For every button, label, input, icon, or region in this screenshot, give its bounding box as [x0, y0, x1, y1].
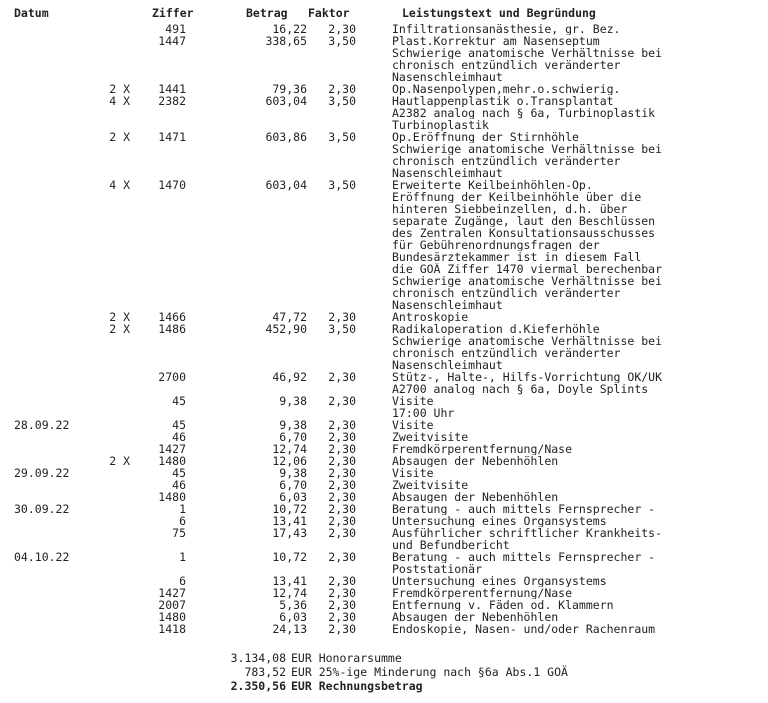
row-multiplier: 2 X: [109, 322, 130, 336]
row-code: 2382: [158, 94, 186, 108]
row-multiplier: 4 X: [109, 178, 130, 192]
table-row: [0, 467, 768, 479]
table-row: [0, 131, 768, 143]
row-text: des Zentralen Konsultationsausschusses: [392, 227, 656, 239]
row-code: 1486: [158, 322, 186, 336]
table-row: [0, 419, 768, 431]
row-text: Op.Eröffnung der Stirnhöhle: [392, 131, 579, 143]
row-amount: 13,41: [272, 514, 307, 528]
row-text: hinteren Siebbeinzellen, d.h. über: [392, 203, 628, 215]
table-row: [0, 515, 768, 527]
table-row: [0, 95, 768, 107]
row-text: Antroskopie: [392, 311, 469, 323]
row-code: 491: [165, 22, 186, 36]
row-amount: 338,65: [265, 34, 307, 48]
row-amount: 452,90: [265, 322, 307, 336]
table-row: [0, 35, 768, 47]
row-text: Nasenschleimhaut: [392, 167, 503, 179]
row-amount: 47,72: [272, 310, 307, 324]
row-text: Zweitvisite: [392, 479, 469, 491]
row-factor: 2,30: [328, 466, 356, 480]
table-row: [0, 203, 768, 215]
table-row: [0, 275, 768, 287]
row-factor: 3,50: [328, 34, 356, 48]
row-code: 6: [179, 514, 186, 528]
row-factor: 2,30: [328, 394, 356, 408]
table-row: [0, 287, 768, 299]
table-row: [0, 599, 768, 611]
row-code: 1: [179, 550, 186, 564]
row-date: 30.09.22: [14, 502, 70, 516]
row-text: 17:00 Uhr: [392, 407, 455, 419]
row-factor: 2,30: [328, 490, 356, 504]
row-amount: 46,92: [272, 370, 307, 384]
table-row: [0, 359, 768, 371]
row-text: Bundesärztekammer ist in diesem Fall: [392, 251, 642, 263]
row-factor: 2,30: [328, 526, 356, 540]
row-text: chronisch entzündlich veränderter: [392, 347, 621, 359]
row-code: 1447: [158, 34, 186, 48]
row-text: A2382 analog nach § 6a, Turbinoplastik: [392, 107, 656, 119]
row-text: und Befundbericht: [392, 539, 510, 551]
row-amount: 12,74: [272, 442, 307, 456]
header-text: Leistungstext und Begründung: [402, 6, 596, 20]
row-factor: 2,30: [328, 598, 356, 612]
summary-label: EUR Honorarsumme: [291, 651, 402, 665]
row-code: 2007: [158, 598, 186, 612]
table-row: [0, 479, 768, 491]
row-code: 1427: [158, 442, 186, 456]
table-row: [0, 455, 768, 467]
table-row: [0, 623, 768, 635]
row-text: separate Zugänge, laut den Beschlüssen: [392, 215, 656, 227]
summary-amount: 3.134,08: [230, 651, 286, 665]
row-factor: 3,50: [328, 322, 356, 336]
table-row: [0, 431, 768, 443]
table-row: [0, 527, 768, 539]
row-code: 1480: [158, 454, 186, 468]
header-date: Datum: [14, 6, 49, 20]
row-code: 2700: [158, 370, 186, 384]
row-text: Absaugen der Nebenhöhlen: [392, 455, 559, 467]
row-text: chronisch entzündlich veränderter: [392, 155, 621, 167]
row-text: Visite: [392, 467, 434, 479]
row-text: Nasenschleimhaut: [392, 71, 503, 83]
row-factor: 2,30: [328, 418, 356, 432]
row-text: die GOÄ Ziffer 1470 viermal berechenbar: [392, 263, 663, 275]
table-row: [0, 587, 768, 599]
row-code: 1480: [158, 490, 186, 504]
row-text: Untersuchung eines Organsystems: [392, 515, 607, 527]
row-text: Turbinoplastik: [392, 119, 489, 131]
row-text: chronisch entzündlich veränderter: [392, 59, 621, 71]
row-amount: 79,36: [272, 82, 307, 96]
table-row: [0, 179, 768, 191]
table-row: [0, 551, 768, 563]
table-row: [0, 263, 768, 275]
row-code: 75: [172, 526, 186, 540]
row-code: 45: [172, 418, 186, 432]
row-code: 1: [179, 502, 186, 516]
row-amount: 5,36: [279, 598, 307, 612]
row-amount: 6,03: [279, 610, 307, 624]
table-row: [0, 143, 768, 155]
row-text: Stütz-, Halte-, Hilfs-Vorrichtung OK/UK: [392, 371, 663, 383]
row-text: Visite: [392, 419, 434, 431]
table-row: [0, 215, 768, 227]
table-row: [0, 347, 768, 359]
row-factor: 3,50: [328, 178, 356, 192]
table-row: [0, 611, 768, 623]
row-text: Infiltrationsanästhesie, gr. Bez.: [392, 23, 621, 35]
table-row: [0, 251, 768, 263]
row-text: Absaugen der Nebenhöhlen: [392, 611, 559, 623]
row-factor: 2,30: [328, 478, 356, 492]
row-amount: 603,04: [265, 178, 307, 192]
table-row: [0, 407, 768, 419]
table-row: [0, 575, 768, 587]
table-row: [0, 323, 768, 335]
table-row: [0, 563, 768, 575]
table-row: [0, 191, 768, 203]
row-code: 46: [172, 430, 186, 444]
row-text: Fremdkörperentfernung/Nase: [392, 443, 573, 455]
row-text: Schwierige anatomische Verhältnisse bei: [392, 143, 663, 155]
table-row: [0, 23, 768, 35]
row-factor: 2,30: [328, 574, 356, 588]
row-code: 1427: [158, 586, 186, 600]
row-text: Endoskopie, Nasen- und/oder Rachenraum: [392, 623, 656, 635]
row-text: Op.Nasenpolypen,mehr.o.schwierig.: [392, 83, 621, 95]
table-row: [0, 371, 768, 383]
row-text: Hautlappenplastik o.Transplantat: [392, 95, 614, 107]
row-text: für Gebührenordnungsfragen der: [392, 239, 600, 251]
table-row: [0, 539, 768, 551]
row-amount: 9,38: [279, 394, 307, 408]
row-code: 1441: [158, 82, 186, 96]
table-row: [0, 491, 768, 503]
row-text: Beratung - auch mittels Fernsprecher -: [392, 503, 656, 515]
row-amount: 603,04: [265, 94, 307, 108]
row-text: Schwierige anatomische Verhältnisse bei: [392, 47, 663, 59]
row-text: chronisch entzündlich veränderter: [392, 287, 621, 299]
row-text: Nasenschleimhaut: [392, 359, 503, 371]
row-amount: 24,13: [272, 622, 307, 636]
row-code: 1470: [158, 178, 186, 192]
row-text: Visite: [392, 395, 434, 407]
header-code: Ziffer: [152, 6, 194, 20]
summary-row: [0, 679, 768, 693]
row-factor: 2,30: [328, 586, 356, 600]
row-amount: 603,86: [265, 130, 307, 144]
row-factor: 2,30: [328, 370, 356, 384]
row-code: 1471: [158, 130, 186, 144]
row-text: Plast.Korrektur am Nasenseptum: [392, 35, 600, 47]
row-code: 46: [172, 478, 186, 492]
summary-label: EUR 25%-ige Minderung nach §6a Abs.1 GOÄ: [291, 665, 568, 679]
table-row: [0, 383, 768, 395]
table-row: [0, 239, 768, 251]
row-factor: 2,30: [328, 622, 356, 636]
row-factor: 2,30: [328, 442, 356, 456]
table-row: [0, 335, 768, 347]
header-amount: Betrag: [246, 6, 288, 20]
summary-amount: 2.350,56: [230, 679, 286, 693]
summary-label: EUR Rechnungsbetrag: [291, 679, 423, 693]
table-row: [0, 47, 768, 59]
row-code: 1418: [158, 622, 186, 636]
summary-row: [0, 665, 768, 679]
row-factor: 2,30: [328, 550, 356, 564]
row-multiplier: 4 X: [109, 94, 130, 108]
row-factor: 2,30: [328, 610, 356, 624]
row-amount: 13,41: [272, 574, 307, 588]
row-amount: 12,06: [272, 454, 307, 468]
row-text: Fremdkörperentfernung/Nase: [392, 587, 573, 599]
table-header: [0, 6, 768, 20]
row-text: Beratung - auch mittels Fernsprecher -: [392, 551, 656, 563]
row-amount: 12,74: [272, 586, 307, 600]
row-text: Schwierige anatomische Verhältnisse bei: [392, 335, 663, 347]
row-factor: 2,30: [328, 430, 356, 444]
row-date: 29.09.22: [14, 466, 70, 480]
row-factor: 2,30: [328, 310, 356, 324]
row-text: Schwierige anatomische Verhältnisse bei: [392, 275, 663, 287]
row-text: Untersuchung eines Organsystems: [392, 575, 607, 587]
table-row: [0, 227, 768, 239]
row-factor: 3,50: [328, 130, 356, 144]
row-factor: 3,50: [328, 94, 356, 108]
table-row: [0, 503, 768, 515]
row-code: 45: [172, 466, 186, 480]
row-code: 1466: [158, 310, 186, 324]
row-factor: 2,30: [328, 454, 356, 468]
header-factor: Faktor: [308, 6, 350, 20]
row-factor: 2,30: [328, 82, 356, 96]
row-text: Radikaloperation d.Kieferhöhle: [392, 323, 600, 335]
row-amount: 10,72: [272, 550, 307, 564]
row-code: 6: [179, 574, 186, 588]
row-text: Poststationär: [392, 563, 483, 575]
row-multiplier: 2 X: [109, 454, 130, 468]
summary-amount: 783,52: [244, 665, 286, 679]
row-text: Nasenschleimhaut: [392, 299, 503, 311]
row-factor: 2,30: [328, 514, 356, 528]
row-date: 04.10.22: [14, 550, 70, 564]
row-amount: 6,70: [279, 430, 307, 444]
table-row: [0, 155, 768, 167]
table-row: [0, 395, 768, 407]
row-amount: 9,38: [279, 418, 307, 432]
row-text: Erweiterte Keilbeinhöhlen-Op.: [392, 179, 593, 191]
row-amount: 6,03: [279, 490, 307, 504]
row-amount: 6,70: [279, 478, 307, 492]
row-code: 1480: [158, 610, 186, 624]
row-code: 45: [172, 394, 186, 408]
row-text: Ausführlicher schriftlicher Krankheits-: [392, 527, 663, 539]
row-amount: 10,72: [272, 502, 307, 516]
table-row: [0, 59, 768, 71]
row-factor: 2,30: [328, 502, 356, 516]
row-amount: 9,38: [279, 466, 307, 480]
row-text: Zweitvisite: [392, 431, 469, 443]
row-multiplier: 2 X: [109, 130, 130, 144]
row-text: Eröffnung der Keilbeinhöhle über die: [392, 191, 642, 203]
row-text: A2700 analog nach § 6a, Doyle Splints: [392, 383, 649, 395]
row-multiplier: 2 X: [109, 310, 130, 324]
row-multiplier: 2 X: [109, 82, 130, 96]
summary-row: [0, 651, 768, 665]
row-amount: 16,22: [272, 22, 307, 36]
table-row: [0, 107, 768, 119]
row-date: 28.09.22: [14, 418, 70, 432]
row-factor: 2,30: [328, 22, 356, 36]
row-amount: 17,43: [272, 526, 307, 540]
row-text: Absaugen der Nebenhöhlen: [392, 491, 559, 503]
row-text: Entfernung v. Fäden od. Klammern: [392, 599, 614, 611]
